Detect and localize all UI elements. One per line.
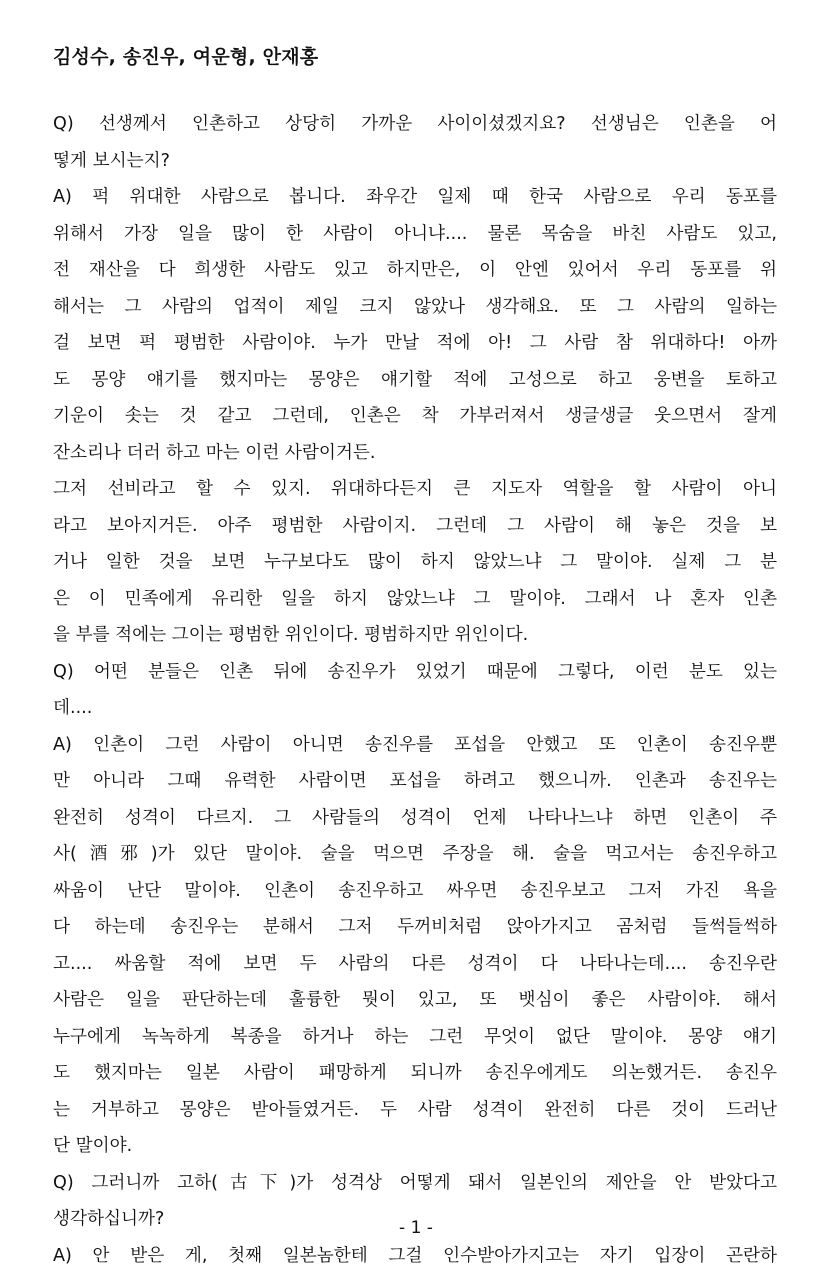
text-line: 완전히 성격이 다르지. 그 사람들의 성격이 언제 나타나느냐 하면 인촌이 주 [53,807,777,828]
text-line: 해서는 그 사람의 업적이 제일 크지 않았나 생각해요. 또 그 사람의 일하는 [53,296,777,317]
text-line: 싸움이 난단 말이야. 인촌이 송진우하고 싸우면 송진우보고 그저 가진 욕을 [53,880,777,901]
text-line: 위해서 가장 일을 많이 한 사람이 아니냐.... 물론 목숨을 바친 사람도 있고, [53,223,777,244]
text-line: 라고 보아지거든. 아주 평범한 사람이지. 그런데 그 사람이 해 놓은 것을 보 [53,515,777,536]
document-header: 김성수, 송진우, 여운형, 안재홍 [53,46,319,68]
text-line: 기운이 솟는 것 같고 그런데, 인촌은 착 가부러져서 생글생글 웃으면서 잘게 [53,406,777,426]
text-line: 다 하는데 송진우는 분해서 그저 두꺼비처럼 앉아가지고 곰처럼 들썩들썩하 [53,917,777,937]
text-line: A) 안 받은 게, 첫째 일본놈한테 그걸 인수받아가지고는 자기 입장이 곤란하 [53,1245,777,1266]
text-line: 사(酒邪)가 있단 말이야. 술을 먹으면 주장을 해. 술을 먹고서는 송진우하고 [53,844,777,864]
text-line: 생각하십니까? [53,1209,165,1229]
text-line: 사람은 일을 판단하는데 훌륭한 뭣이 있고, 또 뱃심이 좋은 사람이야. 해서 [53,990,777,1010]
text-line: 거나 일한 것을 보면 누구보다도 많이 하지 않았느냐 그 말이야. 실제 그 분 [53,552,777,572]
text-line: 은 이 민족에게 유리한 일을 하지 않았느냐 그 말이야. 그래서 나 혼자 인촌 [53,588,777,609]
text-line: 데.... [53,698,93,718]
text-line: 그저 선비라고 할 수 있지. 위대하다든지 큰 지도자 역할을 할 사람이 아니 [53,479,777,499]
text-line: 걸 보면 퍽 평범한 사람이야. 누가 만날 적에 아! 그 사람 참 위대하다! 아까 [53,333,777,353]
text-line: 단 말이야. [53,1136,133,1156]
text-line: Q) 어떤 분들은 인촌 뒤에 송진우가 있었기 때문에 그렇다, 이런 분도 있는 [53,661,777,682]
text-line: 누구에게 녹녹하게 복종을 하거나 하는 그런 무엇이 없단 말이야. 몽양 얘기 [53,1026,777,1047]
text-line: Q) 그러니까 고하(古下)가 성격상 어떻게 돼서 일본인의 제안을 안 받았다고 [53,1172,777,1193]
text-line: 만 아니라 그때 유력한 사람이면 포섭을 하려고 했으니까. 인촌과 송진우는 [53,771,777,791]
text-line: A) 인촌이 그런 사람이 아니면 송진우를 포섭을 안했고 또 인촌이 송진우뿐 [53,734,777,755]
text-line: A) 퍽 위대한 사람으로 봅니다. 좌우간 일제 때 한국 사람으로 우리 동포를 [53,187,777,207]
text-line: 고.... 싸움할 적에 보면 두 사람의 다른 성격이 다 나타나는데.... 송진우란 [53,953,777,974]
text-line: 잔소리나 더러 하고 마는 이런 사람이거든. [53,442,376,463]
text-line: 도 했지마는 일본 사람이 패망하게 되니까 송진우에게도 의논했거든. 송진우 [53,1063,777,1083]
text-line: Q) 선생께서 인촌하고 상당히 가까운 사이이셨겠지요? 선생님은 인촌을 어 [53,114,777,134]
text-line: 을 부를 적에는 그이는 평범한 위인이다. 평범하지만 위인이다. [53,625,529,645]
text-line: 전 재산을 다 희생한 사람도 있고 하지만은, 이 안엔 있어서 우리 동포를 위 [53,260,777,280]
text-line: 도 몽양 얘기를 했지마는 몽양은 얘기할 적에 고성으로 하고 웅변을 토하고 [53,369,777,390]
text-line: 는 거부하고 몽양은 받아들였거든. 두 사람 성격이 완전히 다른 것이 드러난 [53,1099,777,1120]
text-line: 떻게 보시는지? [53,150,170,171]
interview-body [53,106,777,1274]
page-number: - 1 - [399,1218,433,1238]
